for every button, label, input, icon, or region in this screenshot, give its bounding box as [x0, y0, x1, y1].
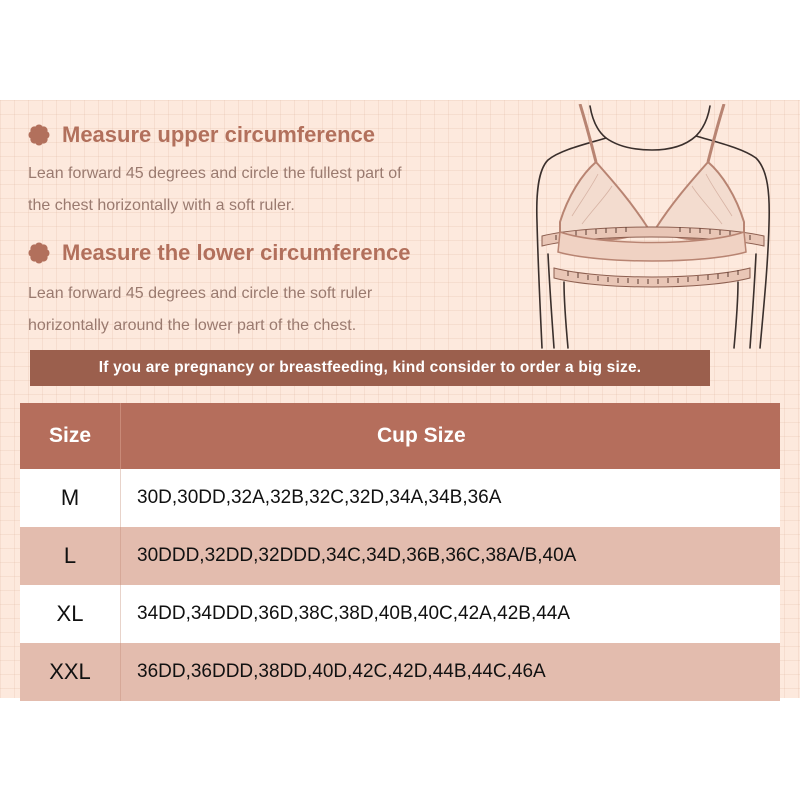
size-cell: XXL: [20, 643, 121, 701]
cup-size-cell: 34DD,34DDD,36D,38C,38D,40B,40C,42A,42B,44A: [121, 585, 781, 643]
table-row: [20, 527, 780, 585]
cup-size-cell: 30D,30DD,32A,32B,32C,32D,34A,34B,36A: [121, 469, 781, 527]
size-column-header: Size: [20, 403, 121, 469]
size-cell: M: [20, 469, 121, 527]
description-line: Lean forward 45 degrees and circle the fullest part of: [28, 165, 402, 182]
heading-text: Measure the lower circumference: [62, 240, 411, 265]
heading-text: Measure upper circumference: [62, 122, 376, 147]
table-row: [20, 469, 780, 527]
size-cell: XL: [20, 585, 121, 643]
table-header-row: [20, 403, 780, 469]
cup-size-cell: 30DDD,32DD,32DDD,34C,34D,36B,36C,38A/B,40A: [121, 527, 781, 585]
size-cell: L: [20, 527, 121, 585]
heading-lower-circumference: [28, 240, 410, 266]
table-row: [20, 643, 780, 701]
table-row: [20, 585, 780, 643]
pregnancy-notice-banner: If you are pregnancy or breastfeeding, kind consider to order a big size.: [30, 350, 710, 386]
cup-size-cell: 36DD,36DDD,38DD,40D,42C,42D,44B,44C,46A: [121, 643, 781, 701]
cup-size-column-header: Cup Size: [121, 403, 781, 469]
description-line: horizontally around the lower part of the chest.: [28, 317, 357, 334]
upper-description: [28, 158, 402, 222]
heading-upper-circumference: [28, 122, 375, 148]
flower-bullet-icon: [28, 242, 50, 264]
flower-bullet-icon: [28, 124, 50, 146]
description-line: Lean forward 45 degrees and circle the soft ruler: [28, 285, 373, 302]
description-line: the chest horizontally with a soft ruler.: [28, 197, 295, 214]
lower-description: [28, 278, 372, 342]
bra-measurement-illustration: [520, 104, 785, 349]
size-chart-table: [20, 403, 780, 701]
